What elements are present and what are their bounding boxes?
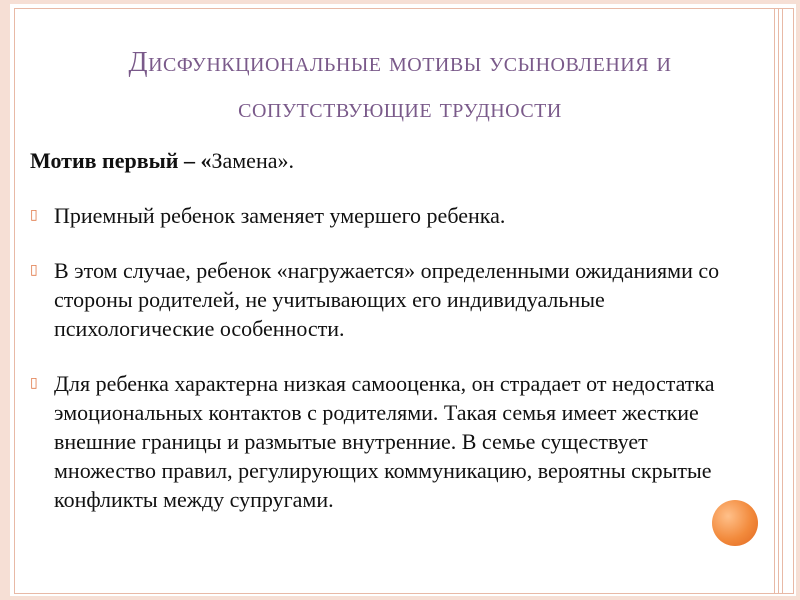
motive-bold: Мотив первый – « — [30, 148, 212, 173]
slide-content — [30, 146, 750, 540]
slide-title — [40, 40, 760, 132]
bullet-item — [30, 201, 750, 230]
bullet-item — [30, 369, 750, 514]
bullet-icon: ▯ — [30, 208, 38, 223]
title-line-2: сопутствующие трудности — [238, 93, 562, 124]
bullet-item — [30, 256, 750, 343]
title-line-1: Дисфункциональные мотивы усыновления и — [128, 47, 672, 78]
bullet-text: Приемный ребенок заменяет умершего ребенка. — [54, 203, 506, 228]
bullet-icon: ▯ — [30, 376, 38, 391]
bullet-text: В этом случае, ребенок «нагружается» определенными ожиданиями со стороны родителей, не учитывающих его индивидуальные психологические особенности. — [54, 258, 720, 341]
motive-rest: Замена». — [211, 148, 294, 173]
motive-heading — [30, 146, 750, 175]
bullet-list — [30, 201, 750, 514]
bullet-icon: ▯ — [30, 263, 38, 278]
decor-stripe — [778, 8, 779, 594]
decor-stripe — [774, 8, 775, 594]
decor-stripe — [782, 8, 783, 594]
bullet-text: Для ребенка характерна низкая самооценка, он страдает от недостатка эмоциональных контактов с родителями. Такая семья имеет жесткие внешние границы и размытые внутренние. В семье существует множество правил, регулирующих коммуникацию, вероятны скрытые конфликты между супругами. — [54, 371, 715, 512]
decor-orb-icon — [712, 500, 758, 546]
